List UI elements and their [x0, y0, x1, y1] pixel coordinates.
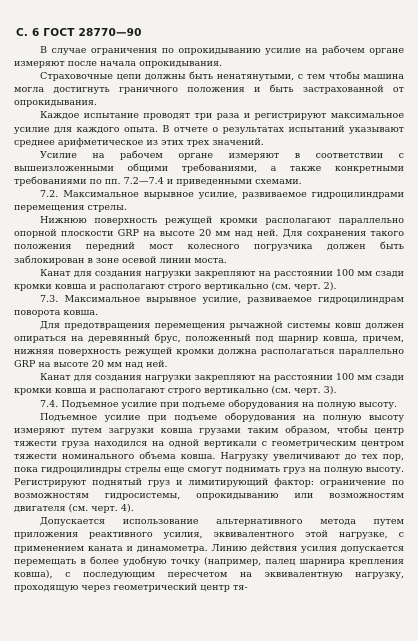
paragraph: Подъемное усилие при подъеме оборудования на полную высоту измеряют путем загрузки ковша грузами таким образом, чтобы центр тяжести груза находился на одной вертикали с геометрическим центром тяжести номинального объема ковша. Нагрузку увеличивают до тех пор, пока гидроцилиндры стрелы еще смогут поднимать груз на полную высоту. Регистрируют поднятый груз и лимитирующий фактор: ограничение по возможностям гидросистемы, опрокидыванию или возможностям двигателя (см. черт. 4). — [14, 411, 404, 515]
section-heading-7-4: 7.4. Подъемное усилие при подъеме оборудования на полную высоту. — [40, 398, 398, 410]
paragraph: Нижнюю поверхность режущей кромки располагают параллельно опорной плоскости GRP на высоте 20 мм над ней. Для сохранения такого положения передний мост колесного погрузчика должен быть заблокирован в зоне осевой линии моста. — [14, 215, 404, 266]
document-body — [14, 44, 404, 594]
section-heading-7-2: 7.2. Максимальное вырывное усилие, развиваемое гидроцилиндрами перемещения стрелы. — [14, 189, 404, 214]
paragraph: В случае ограничения по опрокидыванию усилие на рабочем органе измеряют после начала опрокидывания. — [14, 45, 404, 70]
paragraph: Канат для создания нагрузки закрепляют на расстоянии 100 мм сзади кромки ковша и располагают строго вертикально (см. черт. 3). — [14, 372, 404, 397]
page-header: С. 6 ГОСТ 28770—90 — [16, 27, 142, 39]
document-page — [14, 26, 404, 636]
paragraph: Усилие на рабочем органе измеряют в соответствии с вышеизложенными общими требованиями, а также конкретными требованиями по пп. 7.2—7.4 и приведенными схемами. — [14, 149, 404, 187]
paragraph: Канат для создания нагрузки закрепляют на расстоянии 100 мм сзади кромки ковша и располагают строго вертикально (см. черт. 2). — [14, 267, 404, 292]
paragraph: Для предотвращения перемещения рычажной системы ковш должен опираться на деревянный брус, положенный под шарнир ковша, причем, нижняя поверхность режущей кромки должна располагаться параллельно GRP на высоте 20 мм над ней. — [14, 319, 404, 371]
section-heading-7-3: 7.3. Максимальное вырывное усилие, развиваемое гидроцилиндрам поворота ковша. — [14, 293, 404, 318]
paragraph: Страховочные цепи должны быть ненатянутыми, с тем чтобы машина могла достигнуть граничного положения и быть застрахованной от опрокидывания. — [14, 71, 404, 109]
paragraph: Каждое испытание проводят три раза и регистрируют максимальное усилие для каждого опыта. В отчете о результатах испытаний указывают среднее арифметическое из этих трех значений. — [14, 110, 404, 148]
paragraph: Допускается использование альтернативного метода путем приложения реактивного усилия, эквивалентного этой нагрузке, с применением каната и динамометра. Линию действия усилия допускается перемещать в более удобную точку (например, палец шарнира крепления ковша), с последующим пересчетом на эквивалентную нагрузку, проходящую через геометрический центр тя- — [14, 516, 404, 593]
